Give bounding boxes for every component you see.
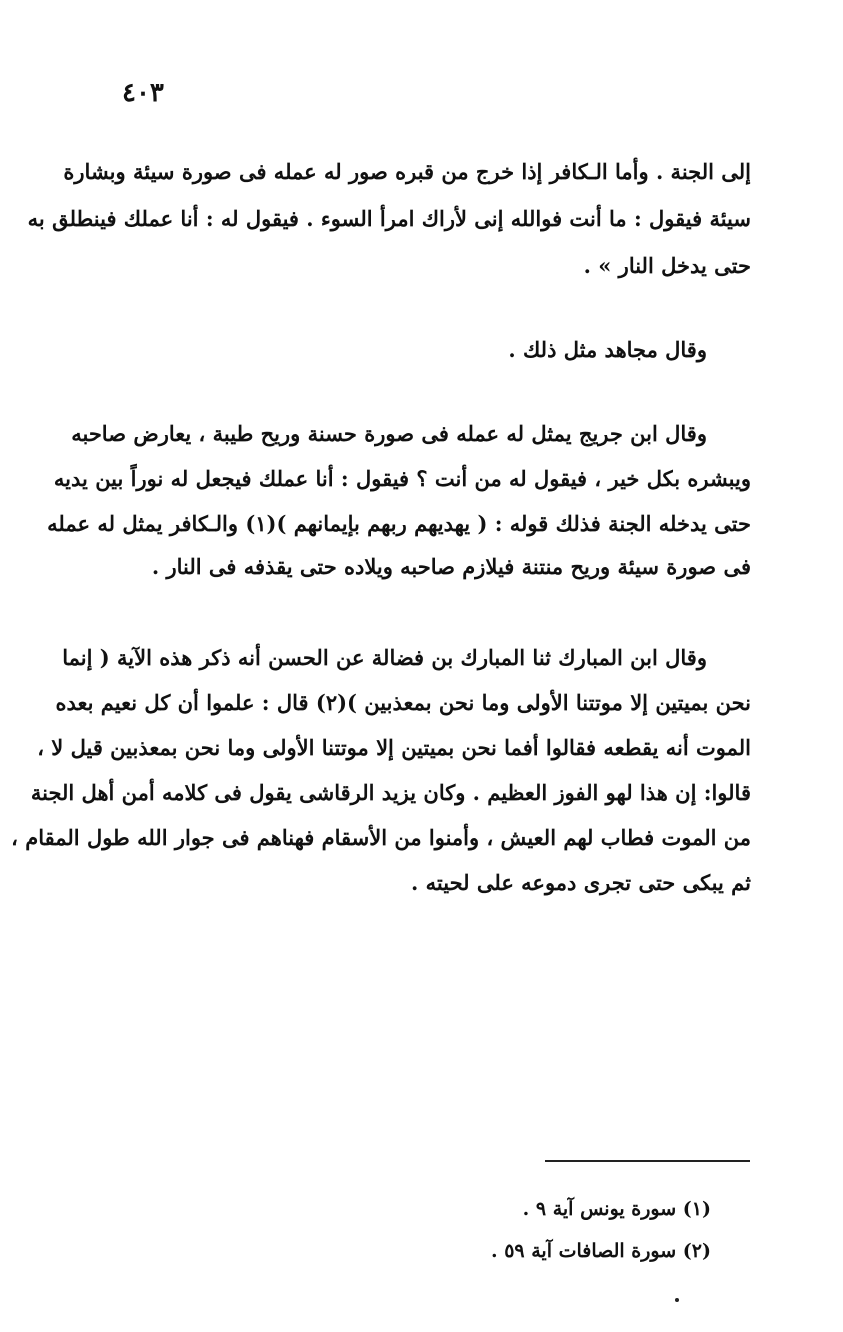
paragraph-1-line-2: سيئة فيقول : ما أنت فوالله إنى لأراك امرأ السوء . فيقول له : أنا عملك فينطلق به xyxy=(27,206,751,231)
paragraph-4-line-3: الموت أنه يقطعه فقالوا أفما نحن بميتين إلا موتتنا الأولى وما نحن بمعذبين قيل لا ، xyxy=(37,735,751,760)
paragraph-1-line-1: إلى الجنة . وأما الـكافر إذا خرج من قبره صور له عمله فى صورة سيئة وبشارة xyxy=(63,159,751,184)
paragraph-3-line-2: ويبشره بكل خير ، فيقول له من أنت ؟ فيقول : أنا عملك فيجعل له نوراً بين يديه xyxy=(53,466,751,491)
paragraph-4-line-6: ثم يبكى حتى تجرى دموعه على لحيته . xyxy=(411,870,751,895)
paragraph-4-line-2: نحن بميتين إلا موتتنا الأولى وما نحن بمعذبين )(٢) قال : علموا أن كل نعيم بعده xyxy=(55,690,751,715)
paragraph-3-line-1: وقال ابن جريج يمثل له عمله فى صورة حسنة وريح طيبة ، يعارض صاحبه xyxy=(71,421,707,446)
paragraph-3-line-4: فى صورة سيئة وريح منتنة فيلازم صاحبه ويلاده حتى يقذفه فى النار . xyxy=(151,554,751,579)
footnote-1: (١) سورة يونس آية ٩ . xyxy=(522,1198,711,1220)
paragraph-1-line-3: حتى يدخل النار » . xyxy=(583,253,751,278)
paragraph-4-line-4: قالوا: إن هذا لهو الفوز العظيم . وكان يزيد الرقاشى يقول فى كلامه أمن أهل الجنة xyxy=(30,780,751,805)
paragraph-2-line-1: وقال مجاهد مثل ذلك . xyxy=(508,337,707,362)
page-number: ٤٠٣ xyxy=(122,78,164,108)
paragraph-4-line-5: من الموت فطاب لهم العيش ، وأمنوا من الأسقام فهناهم فى جوار الله طول المقام ، xyxy=(11,825,751,850)
paragraph-3-line-3: حتى يدخله الجنة فذلك قوله : ( يهديهم ربهم بإيمانهم )(١) والـكافر يمثل له عمله xyxy=(47,511,751,536)
ink-dot xyxy=(675,1298,679,1302)
footnote-2: (٢) سورة الصافات آية ٥٩ . xyxy=(490,1240,711,1262)
paragraph-4-line-1: وقال ابن المبارك ثنا المبارك بن فضالة عن الحسن أنه ذكر هذه الآية ( إنما xyxy=(62,645,707,670)
footnote-divider xyxy=(545,1160,750,1162)
